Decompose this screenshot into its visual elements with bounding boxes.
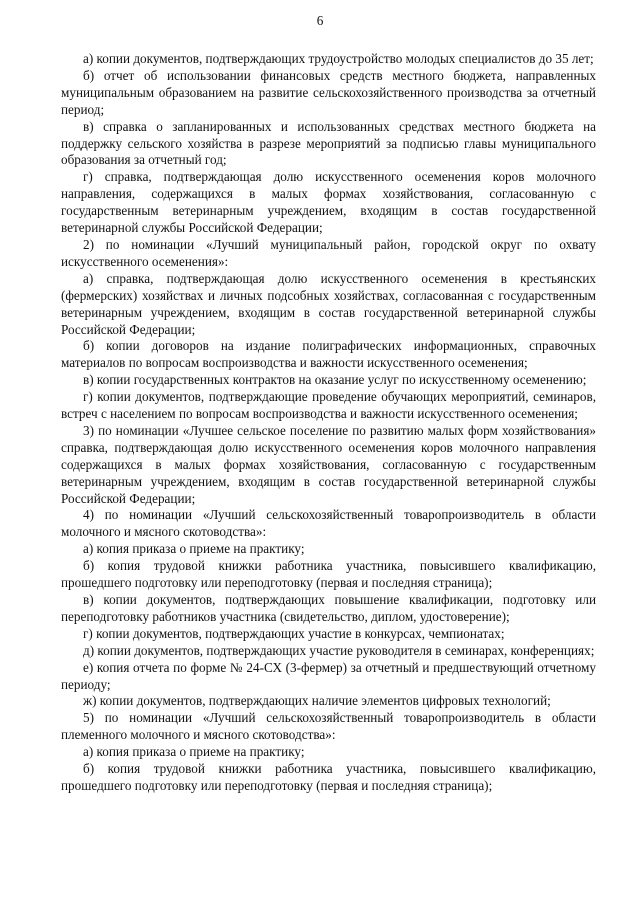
paragraph: 4) по номинации «Лучший сельскохозяйственный товаропроизводитель в области молочного и мясного скотоводства»:	[61, 507, 596, 540]
paragraph: б) копии договоров на издание полиграфических информационных, справочных материалов по вопросам воспроизводства и важности искусственного осеменения;	[61, 338, 596, 371]
page-number: 6	[316, 13, 324, 28]
paragraph: в) справка о запланированных и использованных средствах местного бюджета на поддержку сельского хозяйства в разрезе мероприятий за подписью главы муниципального образования за отчетный год;	[61, 118, 596, 168]
paragraph: а) копия приказа о приеме на практику;	[83, 541, 305, 557]
paragraph: а) справка, подтверждающая долю искусственного осеменения в крестьянских (фермерских) хозяйствах и личных подсобных хозяйствах, согласованная с государственным ветеринарным учреждением, входящим в состав государственной ветеринарной службы Российской Федерации;	[61, 270, 596, 337]
paragraph: г) справка, подтверждающая долю искусственного осеменения коров молочного направления, содержащихся в малых формах хозяйствования, согласованную с государственным ветеринарным учреждением, входящим в состав государственной ветеринарной службы Российской Федерации;	[61, 169, 596, 236]
paragraph: 3) по номинации «Лучшее сельское поселение по развитию малых форм хозяйствования» справка, подтверждающая долю искусственного осеменения коров молочного направления содержащихся в малых формах хозяйствования, согласованную с государственным ветеринарным учреждением, входящим в состав государственной ветеринарной службы Российской Федерации;	[61, 422, 596, 506]
document-body	[61, 51, 596, 795]
paragraph: 5) по номинации «Лучший сельскохозяйственный товаропроизводитель в области племенного молочного и мясного скотоводства»:	[61, 710, 596, 743]
paragraph: б) отчет об использовании финансовых средств местного бюджета, направленных муниципальным образованием на развитие сельскохозяйственного производства за отчетный период;	[61, 67, 596, 117]
paragraph: б) копия трудовой книжки работника участника, повысившего квалификацию, прошедшего подготовку или переподготовку (первая и последняя страница);	[61, 761, 596, 793]
paragraph: 2) по номинации «Лучший муниципальный район, городской округ по охвату искусственного осеменения»:	[61, 236, 596, 269]
paragraph: д) копии документов, подтверждающих участие руководителя в семинарах, конференциях;	[83, 642, 595, 658]
paragraph: е) копия отчета по форме № 24-СХ (3-фермер) за отчетный и предшествующий отчетному периоду;	[61, 659, 596, 692]
paragraph: г) копии документов, подтверждающих участие в конкурсах, чемпионатах;	[83, 625, 505, 641]
paragraph: а) копия приказа о приеме на практику;	[83, 744, 305, 760]
paragraph: г) копии документов, подтверждающие проведение обучающих мероприятий, семинаров, встреч с населением по вопросам воспроизводства и важности искусственного осеменения;	[61, 389, 596, 422]
paragraph: в) копии документов, подтверждающих повышение квалификации, подготовку или переподготовку работников участника (свидетельство, диплом, удостоверение);	[61, 592, 596, 624]
paragraph: б) копия трудовой книжки работника участника, повысившего квалификацию, прошедшего подготовку или переподготовку (первая и последняя страница);	[61, 558, 596, 591]
paragraph: в) копии государственных контрактов на оказание услуг по искусственному осеменению;	[83, 372, 587, 388]
paragraph: а) копии документов, подтверждающих трудоустройство молодых специалистов до 35 лет;	[83, 51, 594, 66]
paragraph: ж) копии документов, подтверждающих наличие элементов цифровых технологий;	[83, 693, 551, 709]
